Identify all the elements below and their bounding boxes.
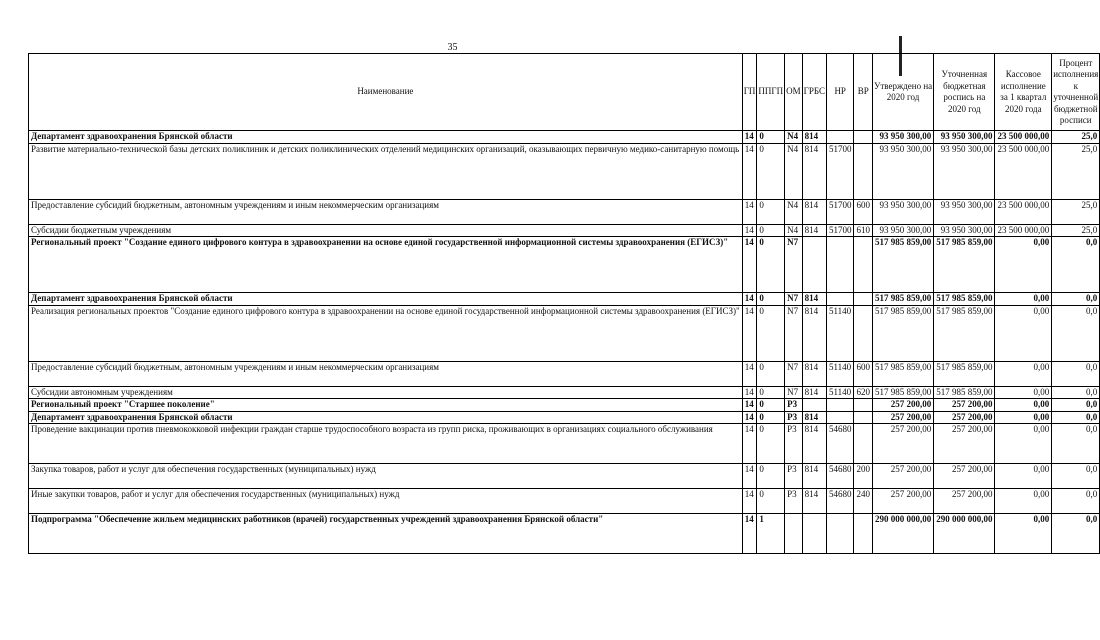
table-row (29, 293, 1100, 306)
header-percent: Процент исполнения к уточненной бюджетной росписи (1052, 54, 1100, 131)
header-name: Наименование (29, 54, 743, 131)
row-name: Предоставление субсидий бюджетным, автономным учреждениям и иным некоммерческим организациям (29, 199, 743, 224)
row-percent: 0,0 (1052, 411, 1100, 424)
row-nr: 54680 (826, 489, 854, 514)
table-row (29, 199, 1100, 224)
row-grbs: 814 (802, 199, 826, 224)
row-gp: 14 (742, 386, 757, 399)
row-vr (854, 143, 873, 199)
row-ppgp: 0 (757, 293, 785, 306)
row-name: Региональный проект "Создание единого цифрового контура в здравоохранении на основе единой государственной информационной системы здравоохранения (ЕГИСЗ)" (29, 237, 743, 293)
row-refined: 290 000 000,00 (934, 514, 995, 554)
row-grbs: 814 (802, 489, 826, 514)
row-percent: 0,0 (1052, 305, 1100, 361)
row-om: N7 (785, 361, 803, 386)
row-cash: 0,00 (995, 399, 1052, 412)
row-om: P3 (785, 399, 803, 412)
row-gp: 14 (742, 131, 757, 144)
row-vr (854, 131, 873, 144)
row-refined: 257 200,00 (934, 399, 995, 412)
row-refined: 517 985 859,00 (934, 386, 995, 399)
row-percent: 0,0 (1052, 293, 1100, 306)
row-cash: 0,00 (995, 489, 1052, 514)
row-nr: 54680 (826, 424, 854, 464)
row-approved: 517 985 859,00 (872, 293, 933, 306)
row-name: Иные закупки товаров, работ и услуг для обеспечения государственных (муниципальных) нужд (29, 489, 743, 514)
row-om (785, 514, 803, 554)
row-om: N4 (785, 143, 803, 199)
row-approved: 257 200,00 (872, 411, 933, 424)
row-approved: 93 950 300,00 (872, 199, 933, 224)
row-grbs: 814 (802, 131, 826, 144)
header-nr: НР (826, 54, 854, 131)
row-om: N4 (785, 199, 803, 224)
row-cash: 23 500 000,00 (995, 131, 1052, 144)
row-vr (854, 305, 873, 361)
row-ppgp: 0 (757, 237, 785, 293)
row-om: P3 (785, 424, 803, 464)
row-refined: 517 985 859,00 (934, 293, 995, 306)
row-cash: 0,00 (995, 424, 1052, 464)
row-approved: 257 200,00 (872, 399, 933, 412)
header-gp: ГП (742, 54, 757, 131)
row-approved: 257 200,00 (872, 489, 933, 514)
row-grbs: 814 (802, 411, 826, 424)
row-om: P3 (785, 489, 803, 514)
row-approved: 517 985 859,00 (872, 237, 933, 293)
row-nr: 51140 (826, 361, 854, 386)
table-row (29, 399, 1100, 412)
row-grbs (802, 237, 826, 293)
row-cash: 0,00 (995, 293, 1052, 306)
row-nr (826, 399, 854, 412)
row-approved: 517 985 859,00 (872, 361, 933, 386)
header-approved: Утверждено на 2020 год (872, 54, 933, 131)
row-gp: 14 (742, 361, 757, 386)
row-nr: 51700 (826, 143, 854, 199)
row-gp: 14 (742, 411, 757, 424)
row-refined: 93 950 300,00 (934, 131, 995, 144)
row-name: Проведение вакцинации против пневмококковой инфекции граждан старше трудоспособного возраста из групп риска, проживающих в организациях социального обслуживания (29, 424, 743, 464)
row-cash: 23 500 000,00 (995, 199, 1052, 224)
row-nr (826, 293, 854, 306)
row-percent: 25,0 (1052, 131, 1100, 144)
row-percent: 0,0 (1052, 464, 1100, 489)
row-ppgp: 0 (757, 224, 785, 237)
row-approved: 93 950 300,00 (872, 224, 933, 237)
row-vr: 620 (854, 386, 873, 399)
row-om: N7 (785, 237, 803, 293)
row-cash: 0,00 (995, 386, 1052, 399)
row-refined: 517 985 859,00 (934, 305, 995, 361)
row-vr: 200 (854, 464, 873, 489)
row-grbs: 814 (802, 305, 826, 361)
row-vr (854, 237, 873, 293)
table-row (29, 489, 1100, 514)
row-nr (826, 411, 854, 424)
row-refined: 93 950 300,00 (934, 224, 995, 237)
row-name: Развитие материально-технической базы детских поликлиник и детских поликлинических отделений медицинских организаций, оказывающих первичную медико-санитарную помощь (29, 143, 743, 199)
header-row (29, 54, 1100, 131)
row-refined: 257 200,00 (934, 489, 995, 514)
row-om: N7 (785, 293, 803, 306)
row-nr: 51700 (826, 199, 854, 224)
table-row (29, 411, 1100, 424)
table-row (29, 305, 1100, 361)
row-gp: 14 (742, 237, 757, 293)
row-om: N7 (785, 305, 803, 361)
table-row (29, 424, 1100, 464)
row-name: Региональный проект "Старшее поколение" (29, 399, 743, 412)
row-percent: 0,0 (1052, 514, 1100, 554)
row-approved: 290 000 000,00 (872, 514, 933, 554)
row-om: P3 (785, 411, 803, 424)
row-cash: 0,00 (995, 514, 1052, 554)
row-grbs: 814 (802, 293, 826, 306)
row-nr (826, 514, 854, 554)
row-vr (854, 411, 873, 424)
row-nr: 51140 (826, 386, 854, 399)
row-grbs: 814 (802, 424, 826, 464)
header-refined: Уточненная бюджетная роспись на 2020 год (934, 54, 995, 131)
header-cash: Кассовое исполнение за 1 квартал 2020 года (995, 54, 1052, 131)
row-vr (854, 424, 873, 464)
row-ppgp: 0 (757, 424, 785, 464)
row-vr: 600 (854, 361, 873, 386)
budget-table (28, 53, 1100, 554)
row-approved: 257 200,00 (872, 424, 933, 464)
row-om: N4 (785, 224, 803, 237)
row-nr: 51140 (826, 305, 854, 361)
row-cash: 0,00 (995, 305, 1052, 361)
row-approved: 517 985 859,00 (872, 305, 933, 361)
row-percent: 0,0 (1052, 424, 1100, 464)
row-ppgp: 0 (757, 399, 785, 412)
row-ppgp: 0 (757, 489, 785, 514)
row-gp: 14 (742, 424, 757, 464)
row-gp: 14 (742, 399, 757, 412)
row-nr: 54680 (826, 464, 854, 489)
row-refined: 517 985 859,00 (934, 237, 995, 293)
row-name: Субсидии бюджетным учреждениям (29, 224, 743, 237)
row-cash: 23 500 000,00 (995, 224, 1052, 237)
row-gp: 14 (742, 293, 757, 306)
row-percent: 0,0 (1052, 399, 1100, 412)
row-refined: 257 200,00 (934, 411, 995, 424)
row-gp: 14 (742, 143, 757, 199)
row-name: Департамент здравоохранения Брянской области (29, 293, 743, 306)
page-number: 35 (447, 42, 458, 53)
row-ppgp: 0 (757, 361, 785, 386)
row-name: Департамент здравоохранения Брянской области (29, 131, 743, 144)
row-percent: 0,0 (1052, 361, 1100, 386)
row-percent: 25,0 (1052, 224, 1100, 237)
row-approved: 517 985 859,00 (872, 386, 933, 399)
header-grbs: ГРБС (802, 54, 826, 131)
row-grbs: 814 (802, 143, 826, 199)
row-om: N7 (785, 386, 803, 399)
row-percent: 0,0 (1052, 489, 1100, 514)
row-vr (854, 399, 873, 412)
row-ppgp: 1 (757, 514, 785, 554)
row-om: P3 (785, 464, 803, 489)
row-gp: 14 (742, 305, 757, 361)
table-row (29, 237, 1100, 293)
row-cash: 0,00 (995, 237, 1052, 293)
row-grbs: 814 (802, 464, 826, 489)
row-name: Подпрограмма "Обеспечение жильем медицинских работников (врачей) государственных учреждений здравоохранения Брянской области" (29, 514, 743, 554)
row-grbs (802, 514, 826, 554)
row-vr (854, 514, 873, 554)
row-gp: 14 (742, 224, 757, 237)
row-cash: 0,00 (995, 361, 1052, 386)
table-row (29, 224, 1100, 237)
row-refined: 257 200,00 (934, 424, 995, 464)
header-vr: ВР (854, 54, 873, 131)
row-gp: 14 (742, 199, 757, 224)
row-ppgp: 0 (757, 199, 785, 224)
row-ppgp: 0 (757, 464, 785, 489)
row-percent: 25,0 (1052, 143, 1100, 199)
row-ppgp: 0 (757, 305, 785, 361)
row-percent: 25,0 (1052, 199, 1100, 224)
row-gp: 14 (742, 514, 757, 554)
row-cash: 0,00 (995, 411, 1052, 424)
row-gp: 14 (742, 489, 757, 514)
row-cash: 0,00 (995, 464, 1052, 489)
table-row (29, 143, 1100, 199)
row-grbs: 814 (802, 224, 826, 237)
row-nr: 51700 (826, 224, 854, 237)
row-vr: 600 (854, 199, 873, 224)
row-name: Субсидии автономным учреждениям (29, 386, 743, 399)
row-approved: 93 950 300,00 (872, 143, 933, 199)
row-nr (826, 237, 854, 293)
row-gp: 14 (742, 464, 757, 489)
row-nr (826, 131, 854, 144)
row-grbs: 814 (802, 386, 826, 399)
row-name: Реализация региональных проектов "Создание единого цифрового контура в здравоохранении на основе единой государственной информационной системы здравоохранения (ЕГИСЗ)" (29, 305, 743, 361)
row-vr (854, 293, 873, 306)
row-ppgp: 0 (757, 131, 785, 144)
header-om: ОМ (785, 54, 803, 131)
row-refined: 93 950 300,00 (934, 199, 995, 224)
row-percent: 0,0 (1052, 386, 1100, 399)
table-row (29, 131, 1100, 144)
row-approved: 257 200,00 (872, 464, 933, 489)
row-approved: 93 950 300,00 (872, 131, 933, 144)
row-grbs: 814 (802, 361, 826, 386)
row-name: Закупка товаров, работ и услуг для обеспечения государственных (муниципальных) нужд (29, 464, 743, 489)
row-refined: 257 200,00 (934, 464, 995, 489)
row-name: Департамент здравоохранения Брянской области (29, 411, 743, 424)
row-ppgp: 0 (757, 143, 785, 199)
row-ppgp: 0 (757, 386, 785, 399)
row-vr: 240 (854, 489, 873, 514)
row-percent: 0,0 (1052, 237, 1100, 293)
row-refined: 517 985 859,00 (934, 361, 995, 386)
row-cash: 23 500 000,00 (995, 143, 1052, 199)
row-refined: 93 950 300,00 (934, 143, 995, 199)
row-ppgp: 0 (757, 411, 785, 424)
table-row (29, 464, 1100, 489)
table-row (29, 386, 1100, 399)
row-vr: 610 (854, 224, 873, 237)
table-row (29, 361, 1100, 386)
row-om: N4 (785, 131, 803, 144)
header-ppgp: ППГП (757, 54, 785, 131)
row-name: Предоставление субсидий бюджетным, автономным учреждениям и иным некоммерческим организациям (29, 361, 743, 386)
row-grbs (802, 399, 826, 412)
table-row (29, 514, 1100, 554)
